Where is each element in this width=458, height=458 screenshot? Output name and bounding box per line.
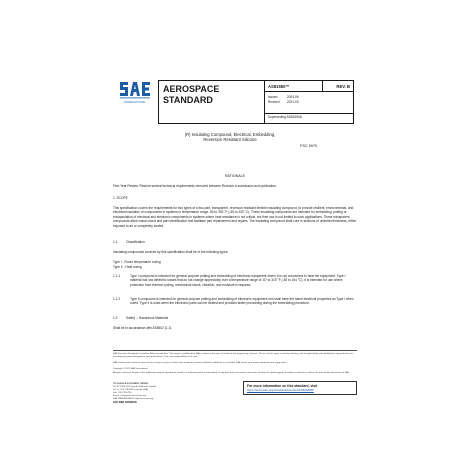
classification-heading: Classification (126, 240, 145, 244)
order-tel-2: Tel: +1 724-776-4970 (outside USA) (113, 389, 148, 391)
order-info (113, 383, 241, 401)
order-tel-1: Tel: 877-606-7323 (inside USA and Canada) (113, 386, 156, 388)
fsc-code: FSC 5970 (300, 144, 318, 148)
para-112-text: Type II compound is intended for general purpose potting and embedding of electronic equipment and shall have the same electrical properties as Type I when cured. Type II is used when the electronic parts can be heated and provides faster processing during the embedding procedure. (130, 297, 354, 306)
footer-rule (113, 350, 357, 351)
para-112-number: 1.1.2 (113, 297, 121, 301)
safety-heading: Safety -- Hazardous Materials (126, 316, 169, 320)
order-heading: TO PLACE A DOCUMENT ORDER: (113, 383, 149, 385)
document-meta-box (264, 80, 354, 124)
para-111-text: Type I compound is intended for general purpose potting and embedding of electronic equipment where it is not convenient to heat the equipment. Type I material has low dielectric losses that do not change appreciably over a temperature range of -67 to 315 °F (-55 to 154 °C). It is intended for use where protection from thermal cycling, mechanical shock, vibration, and moisture is required. (130, 274, 346, 287)
scope-text: This specification covers the requirements for two types of a two-part, transparent, reversion resistant flexible insulating compound, to provide resilient, environmental, and electrical insulation of components in systems in temperature range -80 to 392 °F (-65 to 200 °C). These insulating compounds are intended for embedding, potting or encapsulation of electrical and electronic components in systems where heat resistance is not critical, but their use is not limited to such applications. These transparent compounds allow visual circuit and part identification and facilitate part replacement and repairs. The insulating compound shall cure in sections of unlimited thickness, either exposed to air or completely sealed. (113, 206, 357, 228)
logo-subtitle: INTERNATIONAL (124, 101, 146, 104)
order-email[interactable]: Email: CustomerService@sae.org (113, 395, 146, 397)
classification-intro: Insulating compounds covered by this specification shall be of the following types: (113, 250, 229, 254)
revision-label: REV. B (336, 84, 350, 89)
para-111-number: 1.1.1 (113, 274, 121, 278)
more-info-link[interactable]: https://www.sae.org/standards/content/AS81550B/ (247, 387, 314, 392)
revised-row (268, 100, 299, 104)
order-web[interactable]: SAE WEB ADDRESS: http://www.sae.org (113, 398, 154, 400)
meta-rule (265, 91, 353, 92)
issued-row (268, 95, 299, 99)
safety-text: Shall be in accordance with AS5502 (1.1). (113, 326, 173, 330)
standard-title-box (158, 80, 264, 124)
footer-review-note: SAE reviews each technical report at least every five years at which time it may be revised, reaffirmed, stabilized, or cancelled. SAE invites your written comments and suggestions. (113, 362, 287, 364)
rationale-heading: RATIONALE (224, 174, 246, 178)
standard-title (163, 84, 219, 106)
order-fax: Fax: 724-776-0790 (113, 392, 132, 394)
type-1-item: Type I - Room temperature curing (113, 260, 161, 264)
footer-disclaimer: SAE Executive Standards Committee Rules provide that: "This report is published by SAE to advance the state of technical and engineering sciences. The use of this report is entirely voluntary, and its applicability and suitability for any particular use, including any patent infringement arising therefrom, is the sole responsibility of the user." (113, 353, 354, 358)
revised-date: 2021-03 (286, 100, 299, 104)
type-2-item: Type II - Heat curing (113, 265, 142, 269)
safety-number: 1.2 (113, 316, 118, 320)
meta-rule-2 (265, 113, 353, 114)
superseding-note: Superseding AS81550A (268, 115, 302, 119)
issued-label: Issued (268, 95, 278, 99)
document-number: AS81550™ (268, 84, 290, 89)
more-info-box (243, 381, 357, 395)
document-title-line1: (R) Insulating Compound, Electrical, Embedding, (184, 132, 276, 137)
meta-divider (322, 81, 323, 91)
sae-logo-icon (118, 78, 152, 100)
sae-web-address: SAE WEB ADDRESS: (113, 401, 138, 404)
issued-date: 2004-06 (286, 95, 299, 99)
sae-logo (118, 78, 152, 100)
standard-title-line2: STANDARD (163, 95, 213, 105)
document-title (150, 132, 310, 142)
document-title-line2: Reversion Resistant Silicone (203, 137, 257, 143)
revised-label: Revised (268, 100, 280, 104)
more-info-title: For more information on this standard, visit (247, 383, 318, 388)
standard-title-line1: AEROSPACE (163, 84, 220, 94)
footer-rights: All rights reserved. No part of this publication may be reproduced, stored in a retrieval system or transmitted, in any form or by any means, electronic, mechanical, photocopying, recording, or otherwise, without the prior written permission of SAE. (113, 372, 350, 374)
scope-heading: 1. SCOPE (113, 196, 128, 200)
classification-number: 1.1 (113, 240, 118, 244)
footer-copyright: Copyright © 2021 SAE International (113, 368, 148, 370)
rationale-text: Five-Year Review. Restore several technical requirements removed between Revision A submission and publication. (113, 184, 277, 188)
